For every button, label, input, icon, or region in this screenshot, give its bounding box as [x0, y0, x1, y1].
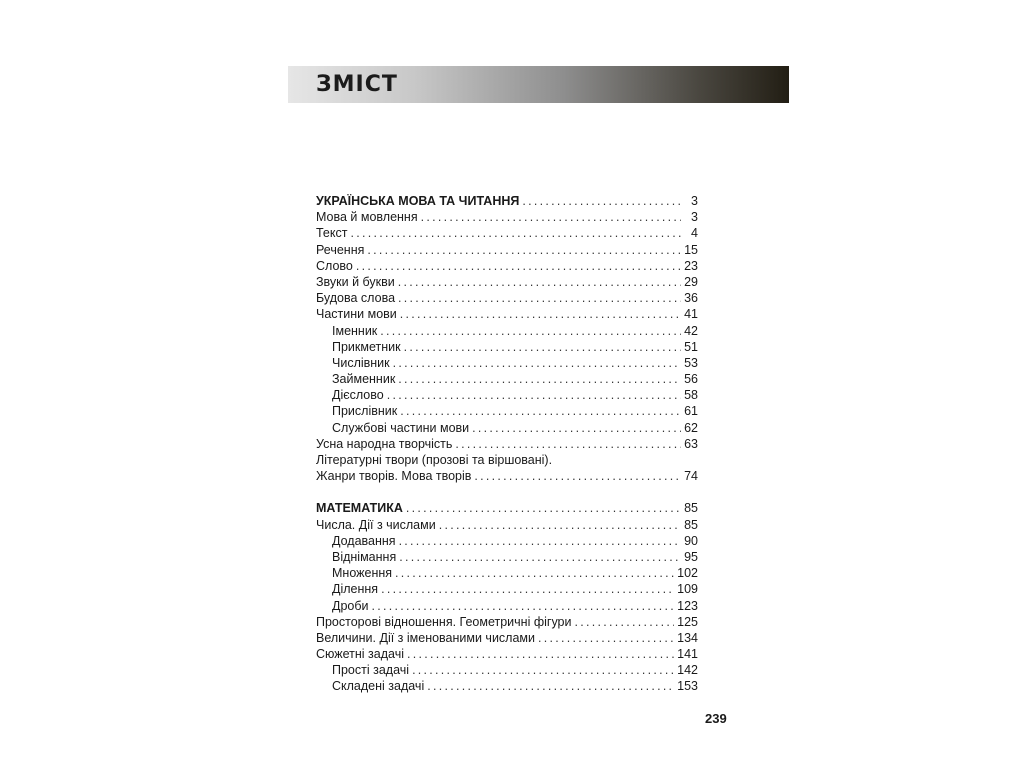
toc-entry [316, 581, 698, 597]
dot-leader [404, 339, 681, 355]
toc-entry [316, 533, 698, 549]
toc-entry-label: Сюжетні задачі [316, 647, 404, 662]
section-spacer [316, 484, 698, 500]
toc-entry [316, 420, 698, 436]
toc-entry [316, 500, 698, 516]
toc-entry-label: УКРАЇНСЬКА МОВА ТА ЧИТАННЯ [316, 194, 520, 208]
toc-entry [316, 468, 698, 484]
toc-entry-page: 63 [684, 436, 698, 451]
toc-entry-page: 23 [684, 258, 698, 273]
toc-entry-page: 41 [684, 307, 698, 322]
toc-entry [316, 436, 698, 452]
page-title: ЗМІСТ [316, 72, 398, 97]
dot-leader [472, 420, 681, 436]
dot-leader [400, 306, 681, 322]
toc-entry [316, 646, 698, 662]
toc-entry [316, 630, 698, 646]
dot-leader [381, 581, 674, 597]
dot-leader [538, 630, 674, 646]
dot-leader [400, 403, 681, 419]
toc-entry-page: 15 [684, 242, 698, 257]
toc-entry-page: 153 [677, 679, 698, 694]
toc-entry-label: Займенник [332, 372, 396, 387]
dot-leader [406, 500, 681, 516]
toc-entry [316, 517, 698, 533]
toc-entry-label: Прості задачі [332, 663, 410, 678]
toc-entry-page: 123 [677, 598, 698, 613]
toc-entry [316, 371, 698, 387]
table-of-contents [316, 193, 698, 695]
dot-leader [350, 225, 681, 241]
toc-entry-label: МАТЕМАТИКА [316, 501, 403, 516]
toc-entry-page: 58 [684, 388, 698, 403]
toc-entry-label: Частини мови [316, 307, 397, 322]
dot-leader [455, 436, 681, 452]
dot-leader [398, 274, 681, 290]
toc-entry [316, 678, 698, 694]
toc-entry-label: Додавання [332, 533, 396, 548]
toc-entry-label: Віднімання [332, 549, 397, 564]
dot-leader [398, 371, 681, 387]
toc-entry [316, 549, 698, 565]
toc-entry [316, 452, 698, 468]
toc-section-math [316, 500, 698, 694]
toc-entry-label: Ділення [332, 582, 379, 597]
toc-entry-label: Жанри творів. Мова творів [316, 469, 472, 484]
dot-leader [380, 323, 681, 339]
dot-leader [398, 290, 681, 306]
toc-entry [316, 614, 698, 630]
toc-entry-label: Множення [332, 566, 393, 581]
toc-entry-label: Усна народна творчість [316, 436, 453, 451]
toc-entry-page: 134 [677, 630, 698, 645]
toc-entry [316, 598, 698, 614]
toc-entry-page: 29 [684, 274, 698, 289]
toc-entry-page: 56 [684, 372, 698, 387]
toc-entry-label: Дроби [332, 598, 369, 613]
toc-entry [316, 323, 698, 339]
toc-entry-label: Дієслово [332, 388, 384, 403]
dot-leader [421, 209, 681, 225]
dot-leader [393, 355, 681, 371]
dot-leader [522, 193, 681, 209]
toc-entry [316, 306, 698, 322]
toc-entry [316, 339, 698, 355]
dot-leader [372, 598, 675, 614]
toc-entry [316, 387, 698, 403]
toc-entry-page: 42 [684, 323, 698, 338]
toc-entry [316, 290, 698, 306]
toc-entry-label: Іменник [332, 323, 378, 338]
toc-entry [316, 193, 698, 209]
toc-entry-label: Слово [316, 258, 353, 273]
toc-entry-page: 102 [677, 566, 698, 581]
toc-entry-page: 85 [684, 501, 698, 516]
toc-entry-page: 62 [684, 420, 698, 435]
dot-leader [575, 614, 675, 630]
toc-entry-label: Прислівник [332, 404, 398, 419]
toc-entry [316, 565, 698, 581]
toc-entry-page: 95 [684, 549, 698, 564]
toc-entry-page: 51 [684, 339, 698, 354]
toc-entry-page: 141 [677, 647, 698, 662]
toc-entry [316, 274, 698, 290]
toc-entry-label: Величини. Дії з іменованими числами [316, 630, 536, 645]
toc-entry [316, 403, 698, 419]
toc-entry [316, 209, 698, 225]
toc-entry-label: Речення [316, 242, 365, 257]
toc-entry-page: 90 [684, 533, 698, 548]
dot-leader [395, 565, 674, 581]
toc-entry-label: Мова й мовлення [316, 210, 418, 225]
toc-entry [316, 242, 698, 258]
dot-leader [412, 662, 674, 678]
toc-entry-page: 142 [677, 663, 698, 678]
toc-entry [316, 258, 698, 274]
dot-leader [387, 387, 681, 403]
toc-entry-page: 109 [677, 582, 698, 597]
page-number: 239 [705, 711, 727, 726]
toc-entry-page: 53 [684, 355, 698, 370]
toc-entry-page: 3 [691, 210, 698, 225]
toc-entry-label: Текст [316, 226, 348, 241]
dot-leader [367, 242, 681, 258]
toc-entry-label: Просторові відношення. Геометричні фігури [316, 614, 572, 629]
toc-section-ukrainian [316, 193, 698, 484]
toc-entry-label: Літературні твори (прозові та віршовані). [316, 453, 553, 467]
toc-entry-page: 4 [691, 226, 698, 241]
toc-entry-page: 36 [684, 291, 698, 306]
header-bar [288, 66, 789, 103]
toc-entry-page: 85 [684, 517, 698, 532]
toc-entry-page: 125 [677, 614, 698, 629]
dot-leader [427, 678, 674, 694]
dot-leader [399, 533, 681, 549]
toc-entry [316, 225, 698, 241]
toc-entry-page: 74 [684, 469, 698, 484]
toc-entry-label: Числа. Дії з числами [316, 517, 436, 532]
dot-leader [474, 468, 681, 484]
dot-leader [407, 646, 674, 662]
toc-entry-label: Складені задачі [332, 679, 425, 694]
toc-entry [316, 355, 698, 371]
toc-entry-label: Будова слова [316, 291, 396, 306]
toc-entry-label: Службові частини мови [332, 420, 470, 435]
toc-entry-page: 3 [691, 194, 698, 208]
toc-entry-label: Звуки й букви [316, 274, 395, 289]
toc-entry-label: Прикметник [332, 339, 401, 354]
toc-entry-page: 61 [684, 404, 698, 419]
toc-entry-label: Числівник [332, 355, 390, 370]
dot-leader [356, 258, 681, 274]
dot-leader [399, 549, 681, 565]
toc-entry [316, 662, 698, 678]
dot-leader [439, 517, 681, 533]
